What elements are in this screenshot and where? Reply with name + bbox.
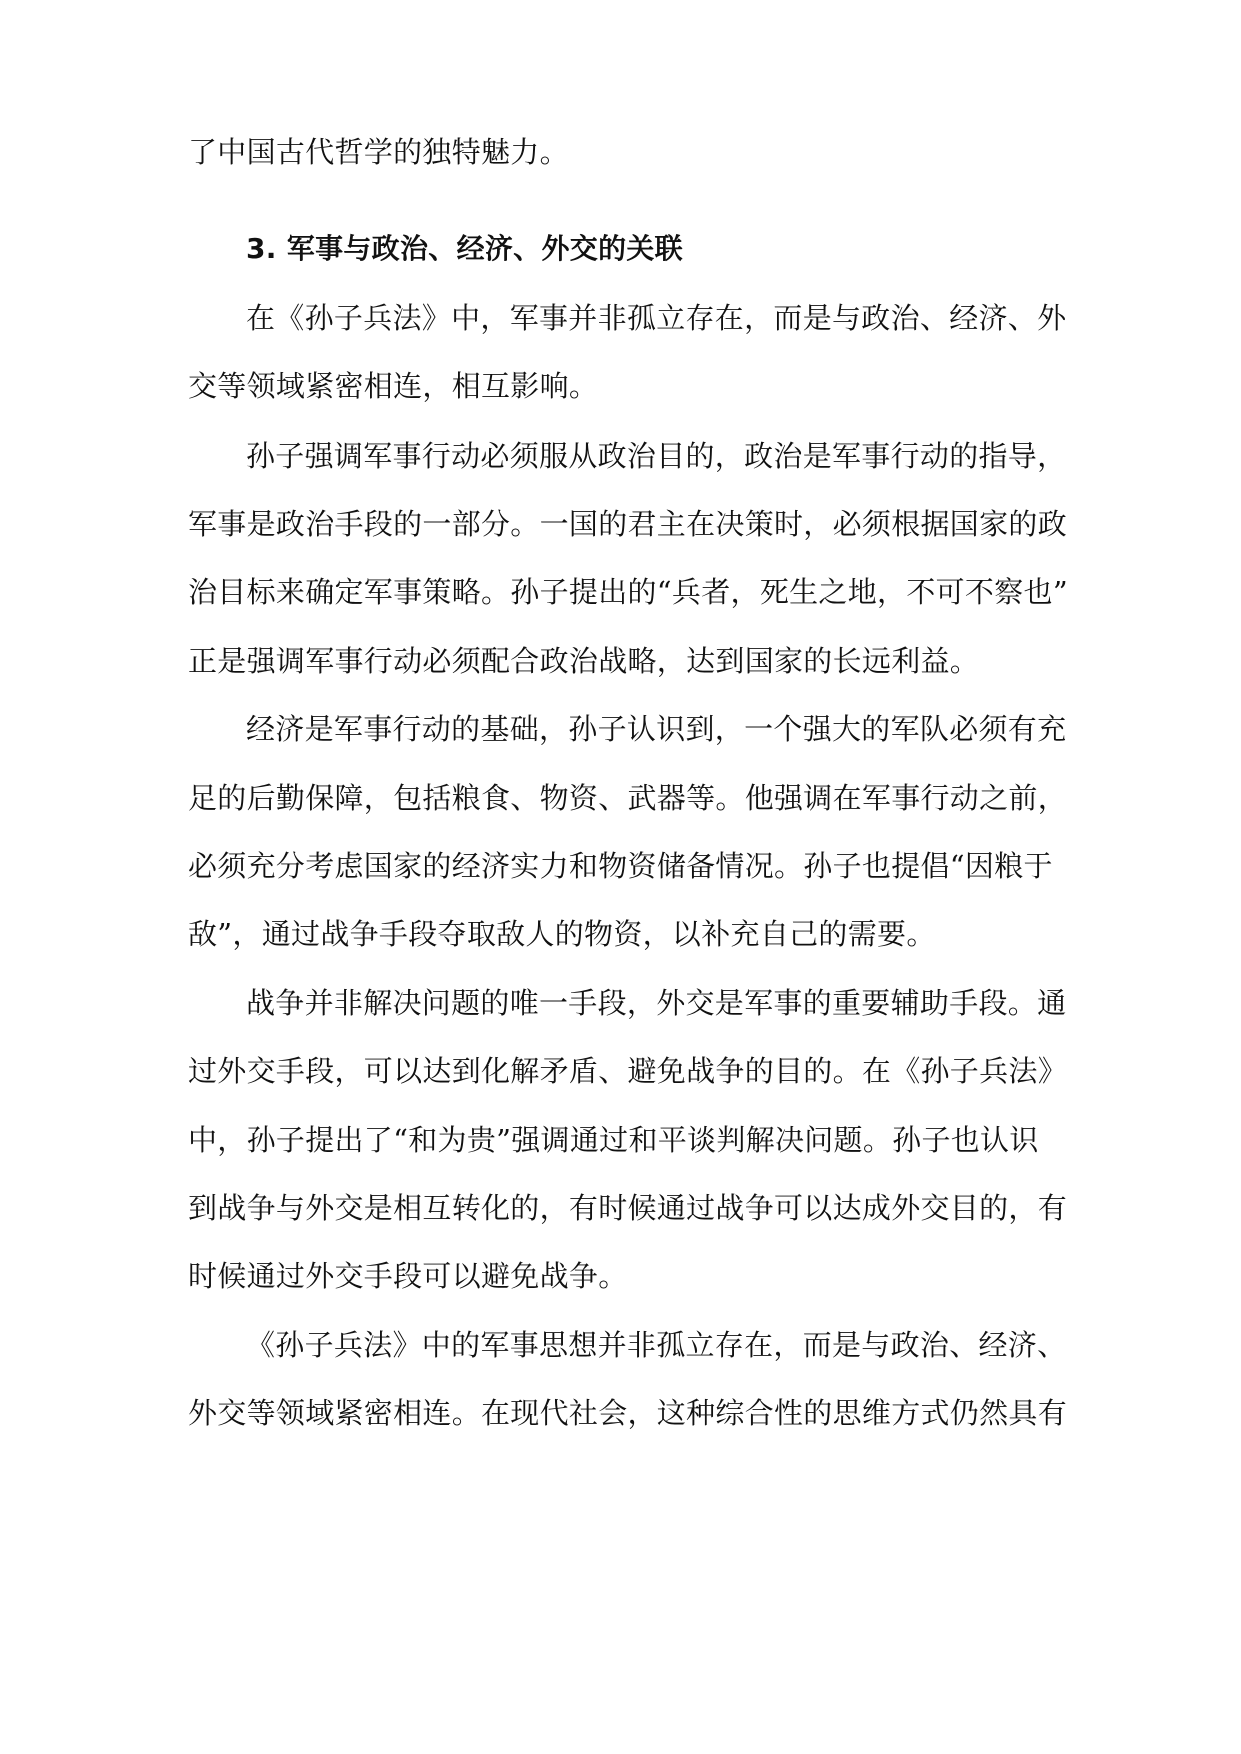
paragraph-line: 外交等领域紧密相连。在现代社会，这种综合性的思维方式仍然具有: [188, 1396, 1068, 1430]
paragraph-line: 《孙子兵法》中的军事思想并非孤立存在，而是与政治、经济、: [246, 1328, 1067, 1362]
paragraph-line: 军事是政治手段的一部分。一国的君主在决策时，必须根据国家的政: [188, 507, 1068, 541]
paragraph-line: 经济是军事行动的基础，孙子认识到，一个强大的军队必须有充: [246, 712, 1067, 746]
paragraph-line: 孙子强调军事行动必须服从政治目的，政治是军事行动的指导，: [246, 439, 1067, 473]
paragraph-line: 敌”，通过战争手段夺取敌人的物资，以补充自己的需要。: [188, 917, 936, 951]
section-heading: 3. 军事与政治、经济、外交的关联: [246, 232, 683, 265]
paragraph-line: 足的后勤保障，包括粮食、物资、武器等。他强调在军事行动之前，: [188, 781, 1068, 815]
paragraph-line: 了中国古代哲学的独特魅力。: [188, 135, 569, 169]
paragraph-line: 时候通过外交手段可以避免战争。: [188, 1259, 628, 1293]
paragraph-line: 中，孙子提出了“和为贵”强调通过和平谈判解决问题。孙子也认识: [188, 1123, 1039, 1157]
paragraph-line: 到战争与外交是相互转化的，有时候通过战争可以达成外交目的，有: [188, 1191, 1068, 1225]
paragraph-line: 正是强调军事行动必须配合政治战略，达到国家的长远利益。: [188, 644, 980, 678]
paragraph-line: 交等领域紧密相连，相互影响。: [188, 369, 599, 403]
paragraph-line: 必须充分考虑国家的经济实力和物资储备情况。孙子也提倡“因粮于: [188, 849, 1053, 883]
paragraph-line: 在《孙子兵法》中，军事并非孤立存在，而是与政治、经济、外: [246, 301, 1067, 335]
paragraph-line: 战争并非解决问题的唯一手段，外交是军事的重要辅助手段。通: [246, 986, 1067, 1020]
paragraph-line: 过外交手段，可以达到化解矛盾、避免战争的目的。在《孙子兵法》: [188, 1054, 1068, 1088]
paragraph-line: 治目标来确定军事策略。孙子提出的“兵者，死生之地，不可不察也”: [188, 575, 1068, 609]
